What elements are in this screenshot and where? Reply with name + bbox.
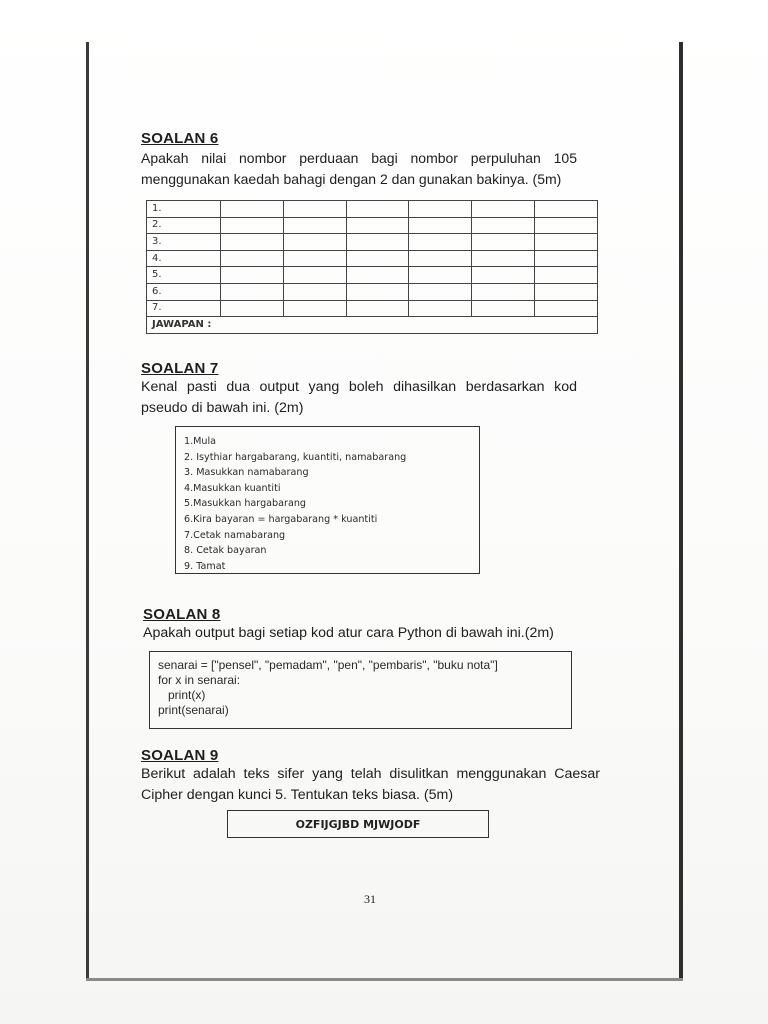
q9-question-line: Berikut adalah teks sifer yang telah disulitkan menggunakan Caesar [141,766,600,782]
table-cell[interactable] [472,300,535,317]
table-cell[interactable] [283,234,346,251]
q8-question-line: Apakah output bagi setiap kod atur cara Python di bawah ini.(2m) [143,625,554,641]
page-edge-bottom [86,978,683,981]
q6-question-line: menggunakan kaedah bahagi dengan 2 dan gunakan bakinya. (5m) [141,171,562,187]
table-cell[interactable] [283,300,346,317]
q6-division-table [146,200,598,334]
page-edge-right [679,42,683,980]
table-row [147,267,598,284]
answer-label: JAWAPAN : [147,317,598,334]
row-label: 7. [147,300,221,317]
q6-heading: SOALAN 6 [141,130,219,147]
table-cell[interactable] [409,201,472,218]
table-cell[interactable] [221,201,284,218]
row-label: 5. [147,267,221,284]
table-cell[interactable] [535,283,598,300]
python-code-line: print(senarai) [158,703,229,717]
q7-question-line: Kenal pasti dua output yang boleh dihasilkan berdasarkan kod [141,379,577,395]
python-code-line: print(x) [158,688,206,702]
table-cell[interactable] [535,234,598,251]
table-cell[interactable] [409,217,472,234]
table-cell[interactable] [409,234,472,251]
table-cell[interactable] [535,267,598,284]
table-cell[interactable] [346,300,409,317]
q9-question-line: Cipher dengan kunci 5. Tentukan teks biasa. (5m) [141,787,454,803]
pseudocode-line: 5.Masukkan hargabarang [184,498,307,510]
table-cell[interactable] [409,267,472,284]
pseudocode-line: 9. Tamat [184,560,226,572]
table-cell[interactable] [535,250,598,267]
table-cell[interactable] [283,267,346,284]
table-cell[interactable] [535,300,598,317]
q7-question-line: pseudo di bawah ini. (2m) [141,400,304,416]
table-cell[interactable] [535,201,598,218]
python-code-line: for x in senarai: [158,673,241,687]
q9-heading: SOALAN 9 [141,747,219,764]
table-cell[interactable] [346,201,409,218]
row-label: 6. [147,283,221,300]
table-cell[interactable] [409,283,472,300]
pseudocode-line: 6.Kira bayaran = hargabarang * kuantiti [184,513,378,525]
pseudocode-line: 4.Masukkan kuantiti [184,482,281,494]
table-cell[interactable] [283,201,346,218]
table-cell[interactable] [346,250,409,267]
q8-heading: SOALAN 8 [143,606,221,623]
python-code-line: senarai = ["pensel", "pemadam", "pen", "pembaris", "buku nota"] [158,658,498,672]
q9-cipher-text-box: OZFIJGJBD MJWJODF [227,810,489,838]
pseudocode-line: 8. Cetak bayaran [184,545,267,557]
q8-question [143,623,579,644]
table-cell[interactable] [221,300,284,317]
table-cell[interactable] [472,217,535,234]
table-row [147,217,598,234]
table-cell[interactable] [472,283,535,300]
table-row [147,300,598,317]
table-cell[interactable] [346,267,409,284]
q6-question-line: Apakah nilai nombor perduaan bagi nombor perpuluhan 105 [141,150,577,166]
table-cell[interactable] [346,234,409,251]
page-edge-left [86,42,89,980]
table-cell[interactable] [283,217,346,234]
table-cell[interactable] [535,217,598,234]
pseudocode-line: 1.Mula [184,436,217,447]
table-cell[interactable] [221,217,284,234]
q7-heading: SOALAN 7 [141,360,219,377]
table-cell[interactable] [472,250,535,267]
q6-question [141,148,577,190]
page-number: 31 [364,892,376,906]
row-label: 1. [147,201,221,218]
table-cell[interactable] [472,267,535,284]
pseudocode-line: 2. Isythiar hargabarang, kuantiti, namabarang [184,451,407,463]
table-cell[interactable] [346,283,409,300]
row-label: 3. [147,234,221,251]
answer-row[interactable] [147,317,598,334]
row-label: 4. [147,250,221,267]
pseudocode-line: 3. Masukkan namabarang [184,467,309,479]
table-row [147,201,598,218]
table-cell[interactable] [283,250,346,267]
pseudocode-line: 7.Cetak namabarang [184,529,286,541]
table-cell[interactable] [409,300,472,317]
table-cell[interactable] [221,234,284,251]
q8-python-code-box [149,651,572,729]
row-label: 2. [147,217,221,234]
table-cell[interactable] [221,267,284,284]
table-row [147,250,598,267]
q7-pseudocode-box [175,426,480,574]
table-cell[interactable] [472,201,535,218]
table-cell[interactable] [409,250,472,267]
table-cell[interactable] [221,283,284,300]
table-cell[interactable] [221,250,284,267]
table-cell[interactable] [283,283,346,300]
q7-question [141,377,577,419]
table-row [147,234,598,251]
q9-question [141,764,600,806]
table-row [147,283,598,300]
table-cell[interactable] [346,217,409,234]
table-cell[interactable] [472,234,535,251]
